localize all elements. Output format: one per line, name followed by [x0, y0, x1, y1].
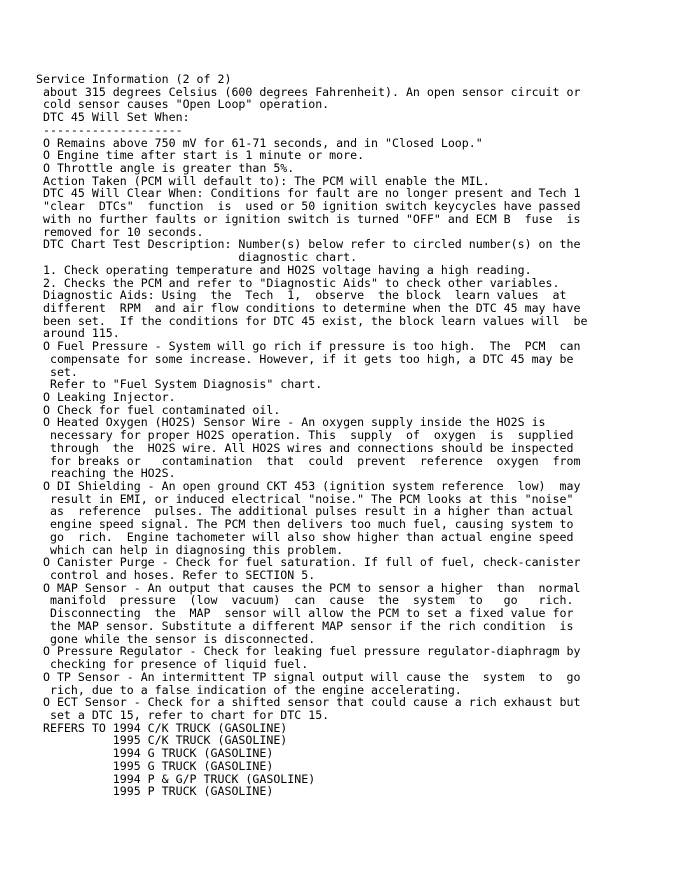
list-item: O MAP Sensor - An output that causes the PCM to sensor a higher than normal	[36, 580, 581, 595]
list-item: O Remains above 750 mV for 61-71 seconds, and in "Closed Loop."	[36, 135, 483, 150]
text-line: DTC 45 Will Clear When: Conditions for fault are no longer present and Tech 1	[36, 186, 581, 201]
text-line: go rich. Engine tachometer will also show higher than actual engine speed	[36, 529, 574, 544]
list-item: O Heated Oxygen (HO2S) Sensor Wire - An oxygen supply inside the HO2S is	[36, 415, 546, 430]
list-item: O Fuel Pressure - System will go rich if pressure is too high. The PCM can	[36, 339, 581, 354]
text-line: as reference pulses. The additional pulses result in a higher than actual	[36, 504, 574, 519]
text-line: around 115.	[36, 326, 120, 341]
text-line: checking for presence of liquid fuel.	[36, 657, 309, 672]
text-line: removed for 10 seconds.	[36, 224, 204, 239]
list-item: O DI Shielding - An open ground CKT 453 (ignition system reference low) may	[36, 479, 581, 493]
text-line: result in EMI, or induced electrical "noise." The PCM looks at this "noise"	[36, 491, 574, 506]
text-line: which can help in diagnosing this problem.	[36, 542, 344, 557]
text-line: diagnostic chart.	[36, 250, 358, 265]
text-line: cold sensor causes "Open Loop" operation.	[36, 97, 330, 112]
text-line: reaching the HO2S.	[36, 466, 176, 481]
text-line: for breaks or contamination that could prevent reference oxygen from	[36, 453, 581, 468]
refers-to-line: 1995 P TRUCK (GASOLINE)	[36, 784, 274, 799]
list-item: O TP Sensor - An intermittent TP signal output will cause the system to go	[36, 669, 581, 684]
text-line: set.	[36, 364, 78, 379]
text-line: different RPM and air flow conditions to determine when the DTC 45 may have	[36, 300, 581, 315]
text-line: necessary for proper HO2S operation. This supply of oxygen is supplied	[36, 428, 574, 443]
refers-to-line: 1995 G TRUCK (GASOLINE)	[36, 758, 274, 773]
refers-to-line: REFERS TO 1994 C/K TRUCK (GASOLINE)	[36, 720, 288, 735]
list-item: O Engine time after start is 1 minute or more.	[36, 148, 365, 163]
text-line: "clear DTCs" function is used or 50 ignition switch keycycles have passed	[36, 199, 581, 214]
list-item: 2. Checks the PCM and refer to "Diagnostic Aids" to check other variables.	[36, 275, 560, 290]
list-item: O ECT Sensor - Check for a shifted sensor that could cause a rich exhaust but	[36, 695, 581, 710]
list-item: O Throttle angle is greater than 5%.	[36, 161, 295, 176]
text-line: about 315 degrees Celsius (600 degrees Fahrenheit). An open sensor circuit or	[36, 84, 581, 99]
list-item: 1. Check operating temperature and HO2S voltage having a high reading.	[36, 262, 532, 277]
section-heading-dtc-set: DTC 45 Will Set When:	[36, 110, 190, 125]
refers-to-line: 1994 P & G/P TRUCK (GASOLINE)	[36, 771, 316, 786]
list-item: O Leaking Injector.	[36, 389, 176, 404]
text-line: DTC Chart Test Description: Number(s) below refer to circled number(s) on the	[36, 237, 581, 252]
list-item: O Check for fuel contaminated oil.	[36, 402, 281, 417]
text-line: control and hoses. Refer to SECTION 5.	[36, 568, 316, 583]
list-item: O Pressure Regulator - Check for leaking fuel pressure regulator-diaphragm by	[36, 644, 581, 659]
list-item: O Canister Purge - Check for fuel saturation. If full of fuel, check-canister	[36, 555, 581, 570]
divider-line: --------------------	[36, 122, 183, 137]
text-line: compensate for some increase. However, if it gets too high, a DTC 45 may be	[36, 351, 574, 366]
text-line: manifold pressure (low vacuum) can cause the system to go rich.	[36, 593, 574, 608]
refers-to-line: 1995 C/K TRUCK (GASOLINE)	[36, 733, 288, 748]
text-line: Refer to "Fuel System Diagnosis" chart.	[36, 377, 323, 392]
document-title: Service Information (2 of 2)	[36, 72, 232, 86]
text-line: been set. If the conditions for DTC 45 exist, the block learn values will be	[36, 313, 588, 328]
refers-to-line: 1994 G TRUCK (GASOLINE)	[36, 746, 274, 761]
text-line: Action Taken (PCM will default to): The PCM will enable the MIL.	[36, 173, 490, 188]
text-line: engine speed signal. The PCM then delivers too much fuel, causing system to	[36, 517, 574, 532]
text-line: gone while the sensor is disconnected.	[36, 631, 316, 646]
text-line: rich, due to a false indication of the engine accelerating.	[36, 682, 462, 697]
text-line: with no further faults or ignition switch is turned "OFF" and ECM B fuse is	[36, 211, 581, 226]
text-line: set a DTC 15, refer to chart for DTC 15.	[36, 707, 330, 722]
service-document	[36, 73, 676, 798]
text-line: Disconnecting the MAP sensor will allow the PCM to set a fixed value for	[36, 606, 574, 621]
text-line: Diagnostic Aids: Using the Tech 1, observe the block learn values at	[36, 288, 567, 303]
text-line: through the HO2S wire. All HO2S wires and connections should be inspected	[36, 440, 574, 455]
text-line: the MAP sensor. Substitute a different MAP sensor if the rich condition is	[36, 618, 574, 633]
